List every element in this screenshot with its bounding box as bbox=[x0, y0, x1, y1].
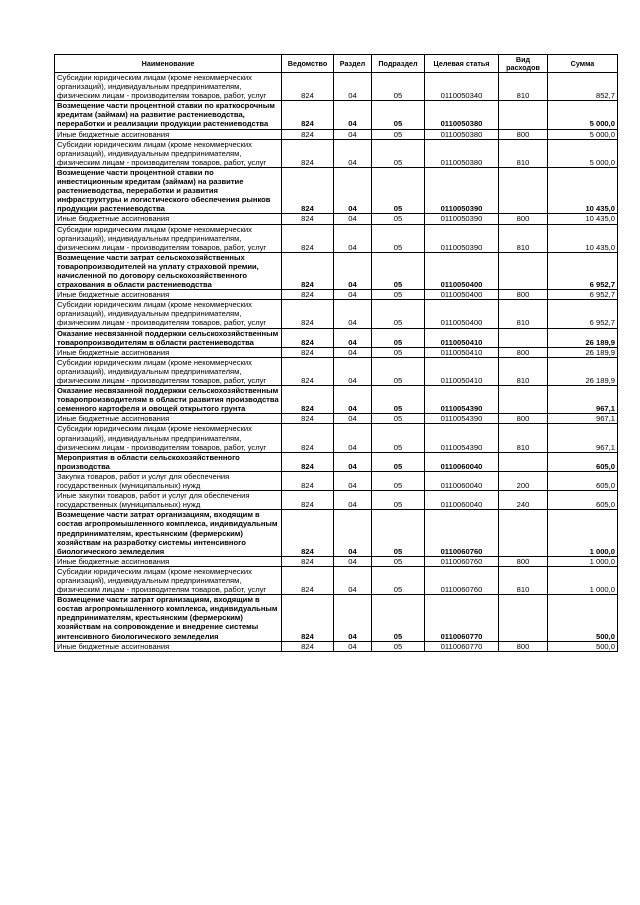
cell-summa: 852,7 bbox=[548, 73, 618, 101]
cell-ved: 824 bbox=[282, 214, 334, 224]
cell-celevaya: 0110050400 bbox=[425, 290, 499, 300]
cell-razdel: 04 bbox=[334, 471, 372, 490]
cell-vid: 800 bbox=[499, 414, 548, 424]
cell-name: Иные бюджетные ассигнования bbox=[55, 129, 282, 139]
cell-celevaya: 0110050340 bbox=[425, 73, 499, 101]
cell-celevaya: 0110060760 bbox=[425, 510, 499, 556]
cell-name: Оказание несвязанной поддержки сельскохозяйственным товаропроизводителям в области развития производства семенного картофеля и овощей открытого грунта bbox=[55, 386, 282, 414]
cell-ved: 824 bbox=[282, 641, 334, 651]
cell-summa: 6 952,7 bbox=[548, 252, 618, 289]
cell-ved: 824 bbox=[282, 139, 334, 167]
table-row bbox=[55, 328, 618, 347]
cell-ved: 824 bbox=[282, 386, 334, 414]
cell-celevaya: 0110060770 bbox=[425, 595, 499, 641]
cell-summa: 967,1 bbox=[548, 414, 618, 424]
cell-celevaya: 0110050410 bbox=[425, 357, 499, 385]
cell-celevaya: 0110050390 bbox=[425, 167, 499, 213]
cell-summa: 967,1 bbox=[548, 386, 618, 414]
cell-podrazdel: 05 bbox=[372, 595, 425, 641]
cell-name: Мероприятия в области сельскохозяйственного производства bbox=[55, 452, 282, 471]
header-name: Наименование bbox=[55, 55, 282, 73]
table-row bbox=[55, 424, 618, 452]
header-podrazdel: Подраздел bbox=[372, 55, 425, 73]
cell-ved: 824 bbox=[282, 129, 334, 139]
cell-ved: 824 bbox=[282, 595, 334, 641]
cell-vid: 810 bbox=[499, 566, 548, 594]
cell-vid bbox=[499, 452, 548, 471]
table-row bbox=[55, 471, 618, 490]
cell-name: Субсидии юридическим лицам (кроме некоммерческих организаций), индивидуальным предпринимателям, физическим лицам - производителям товаров, работ, услуг bbox=[55, 566, 282, 594]
cell-razdel: 04 bbox=[334, 214, 372, 224]
cell-podrazdel: 05 bbox=[372, 491, 425, 510]
cell-vid: 810 bbox=[499, 73, 548, 101]
cell-vid: 810 bbox=[499, 139, 548, 167]
cell-name: Иные закупки товаров, работ и услуг для обеспечения государственных (муниципальных) нужд bbox=[55, 491, 282, 510]
table-row bbox=[55, 129, 618, 139]
cell-celevaya: 0110060770 bbox=[425, 641, 499, 651]
cell-name: Иные бюджетные ассигнования bbox=[55, 214, 282, 224]
cell-name: Иные бюджетные ассигнования bbox=[55, 556, 282, 566]
cell-celevaya: 0110050410 bbox=[425, 328, 499, 347]
cell-vid: 800 bbox=[499, 290, 548, 300]
cell-vid: 800 bbox=[499, 556, 548, 566]
header-ved: Ведомство bbox=[282, 55, 334, 73]
table-row bbox=[55, 510, 618, 556]
table-row bbox=[55, 167, 618, 213]
cell-ved: 824 bbox=[282, 566, 334, 594]
cell-podrazdel: 05 bbox=[372, 224, 425, 252]
cell-vid bbox=[499, 101, 548, 129]
cell-summa: 10 435,0 bbox=[548, 167, 618, 213]
cell-summa: 5 000,0 bbox=[548, 101, 618, 129]
header-razdel: Раздел bbox=[334, 55, 372, 73]
cell-name: Закупка товаров, работ и услуг для обеспечения государственных (муниципальных) нужд bbox=[55, 471, 282, 490]
cell-ved: 824 bbox=[282, 424, 334, 452]
cell-ved: 824 bbox=[282, 101, 334, 129]
cell-vid: 800 bbox=[499, 214, 548, 224]
cell-name: Оказание несвязанной поддержки сельскохозяйственным товаропроизводителям в области растениеводства bbox=[55, 328, 282, 347]
cell-name: Субсидии юридическим лицам (кроме некоммерческих организаций), индивидуальным предпринимателям, физическим лицам - производителям товаров, работ, услуг bbox=[55, 139, 282, 167]
cell-razdel: 04 bbox=[334, 566, 372, 594]
cell-razdel: 04 bbox=[334, 224, 372, 252]
table-row bbox=[55, 641, 618, 651]
cell-podrazdel: 05 bbox=[372, 386, 425, 414]
cell-summa: 1 000,0 bbox=[548, 510, 618, 556]
cell-celevaya: 0110050400 bbox=[425, 252, 499, 289]
cell-razdel: 04 bbox=[334, 129, 372, 139]
cell-vid bbox=[499, 328, 548, 347]
cell-razdel: 04 bbox=[334, 300, 372, 328]
cell-name: Субсидии юридическим лицам (кроме некоммерческих организаций), индивидуальным предпринимателям, физическим лицам - производителям товаров, работ, услуг bbox=[55, 357, 282, 385]
cell-razdel: 04 bbox=[334, 357, 372, 385]
table-row bbox=[55, 214, 618, 224]
cell-summa: 10 435,0 bbox=[548, 214, 618, 224]
cell-ved: 824 bbox=[282, 510, 334, 556]
table-row bbox=[55, 101, 618, 129]
cell-summa: 5 000,0 bbox=[548, 139, 618, 167]
cell-summa: 500,0 bbox=[548, 595, 618, 641]
cell-podrazdel: 05 bbox=[372, 73, 425, 101]
cell-vid bbox=[499, 510, 548, 556]
cell-summa: 26 189,9 bbox=[548, 357, 618, 385]
cell-razdel: 04 bbox=[334, 595, 372, 641]
cell-razdel: 04 bbox=[334, 167, 372, 213]
cell-podrazdel: 05 bbox=[372, 452, 425, 471]
cell-ved: 824 bbox=[282, 252, 334, 289]
cell-name: Иные бюджетные ассигнования bbox=[55, 641, 282, 651]
cell-summa: 5 000,0 bbox=[548, 129, 618, 139]
table-row bbox=[55, 595, 618, 641]
cell-ved: 824 bbox=[282, 167, 334, 213]
cell-podrazdel: 05 bbox=[372, 510, 425, 556]
cell-name: Возмещение части затрат сельскохозяйственных товаропроизводителей на уплату страховой премии, начисленной по договору сельскохозяйственного страхования в области растениеводства bbox=[55, 252, 282, 289]
table-row bbox=[55, 357, 618, 385]
cell-razdel: 04 bbox=[334, 510, 372, 556]
cell-razdel: 04 bbox=[334, 328, 372, 347]
cell-celevaya: 0110050400 bbox=[425, 300, 499, 328]
cell-celevaya: 0110050380 bbox=[425, 101, 499, 129]
cell-razdel: 04 bbox=[334, 641, 372, 651]
cell-summa: 10 435,0 bbox=[548, 224, 618, 252]
cell-razdel: 04 bbox=[334, 452, 372, 471]
cell-podrazdel: 05 bbox=[372, 357, 425, 385]
table-body bbox=[55, 73, 618, 652]
cell-vid bbox=[499, 386, 548, 414]
cell-podrazdel: 05 bbox=[372, 471, 425, 490]
budget-table bbox=[54, 54, 618, 652]
table-row bbox=[55, 347, 618, 357]
table-header-row bbox=[55, 55, 618, 73]
cell-ved: 824 bbox=[282, 290, 334, 300]
cell-vid: 810 bbox=[499, 224, 548, 252]
cell-vid: 800 bbox=[499, 641, 548, 651]
table-row bbox=[55, 452, 618, 471]
cell-podrazdel: 05 bbox=[372, 328, 425, 347]
cell-ved: 824 bbox=[282, 300, 334, 328]
cell-summa: 605,0 bbox=[548, 491, 618, 510]
cell-podrazdel: 05 bbox=[372, 641, 425, 651]
cell-name: Субсидии юридическим лицам (кроме некоммерческих организаций), индивидуальным предпринимателям, физическим лицам - производителям товаров, работ, услуг bbox=[55, 224, 282, 252]
cell-vid: 810 bbox=[499, 300, 548, 328]
cell-summa: 967,1 bbox=[548, 424, 618, 452]
cell-celevaya: 0110050390 bbox=[425, 214, 499, 224]
budget-table-page bbox=[54, 54, 617, 652]
cell-celevaya: 0110060760 bbox=[425, 566, 499, 594]
cell-razdel: 04 bbox=[334, 424, 372, 452]
cell-name: Возмещение части затрат организациям, входящим в состав агропромышленного комплекса, индивидуальным предпринимателям, крестьянским (фермерским) хозяйствам на сопровождение и внедрение системы интенсивного биологического земледелия bbox=[55, 595, 282, 641]
cell-vid: 810 bbox=[499, 424, 548, 452]
table-row bbox=[55, 224, 618, 252]
cell-name: Иные бюджетные ассигнования bbox=[55, 290, 282, 300]
cell-summa: 605,0 bbox=[548, 471, 618, 490]
cell-summa: 1 000,0 bbox=[548, 556, 618, 566]
cell-vid bbox=[499, 167, 548, 213]
cell-celevaya: 0110050410 bbox=[425, 347, 499, 357]
cell-name: Возмещение части процентной ставки по инвестиционным кредитам (займам) на развитие растениеводства, переработки и развития инфраструктуры и логистического обеспечения рынков продукции растениеводства bbox=[55, 167, 282, 213]
cell-vid bbox=[499, 252, 548, 289]
cell-ved: 824 bbox=[282, 328, 334, 347]
cell-vid: 810 bbox=[499, 357, 548, 385]
cell-celevaya: 0110054390 bbox=[425, 424, 499, 452]
cell-vid: 800 bbox=[499, 129, 548, 139]
cell-razdel: 04 bbox=[334, 101, 372, 129]
cell-name: Возмещение части затрат организациям, входящим в состав агропромышленного комплекса, индивидуальным предпринимателям, крестьянским (фермерским) хозяйствам на разработку системы интенсивного биологического земледелия bbox=[55, 510, 282, 556]
cell-vid: 800 bbox=[499, 347, 548, 357]
cell-razdel: 04 bbox=[334, 556, 372, 566]
cell-celevaya: 0110060040 bbox=[425, 452, 499, 471]
cell-celevaya: 0110054390 bbox=[425, 414, 499, 424]
cell-ved: 824 bbox=[282, 556, 334, 566]
table-row bbox=[55, 414, 618, 424]
cell-vid: 240 bbox=[499, 491, 548, 510]
table-row bbox=[55, 556, 618, 566]
cell-podrazdel: 05 bbox=[372, 252, 425, 289]
cell-name: Возмещение части процентной ставки по краткосрочным кредитам (займам) на развитие растениеводства, переработки и реализации продукции растениеводства bbox=[55, 101, 282, 129]
cell-name: Субсидии юридическим лицам (кроме некоммерческих организаций), индивидуальным предпринимателям, физическим лицам - производителям товаров, работ, услуг bbox=[55, 424, 282, 452]
table-row bbox=[55, 300, 618, 328]
cell-razdel: 04 bbox=[334, 139, 372, 167]
header-vid: Вид расходов bbox=[499, 55, 548, 73]
header-summa: Сумма bbox=[548, 55, 618, 73]
cell-summa: 6 952,7 bbox=[548, 290, 618, 300]
cell-summa: 605,0 bbox=[548, 452, 618, 471]
cell-razdel: 04 bbox=[334, 73, 372, 101]
cell-name: Иные бюджетные ассигнования bbox=[55, 347, 282, 357]
cell-podrazdel: 05 bbox=[372, 424, 425, 452]
cell-ved: 824 bbox=[282, 491, 334, 510]
cell-podrazdel: 05 bbox=[372, 139, 425, 167]
cell-summa: 26 189,9 bbox=[548, 347, 618, 357]
cell-razdel: 04 bbox=[334, 491, 372, 510]
cell-razdel: 04 bbox=[334, 414, 372, 424]
cell-vid bbox=[499, 595, 548, 641]
cell-celevaya: 0110060040 bbox=[425, 471, 499, 490]
cell-podrazdel: 05 bbox=[372, 101, 425, 129]
cell-celevaya: 0110050380 bbox=[425, 139, 499, 167]
table-row bbox=[55, 491, 618, 510]
table-row bbox=[55, 290, 618, 300]
cell-name: Иные бюджетные ассигнования bbox=[55, 414, 282, 424]
cell-summa: 500,0 bbox=[548, 641, 618, 651]
table-row bbox=[55, 566, 618, 594]
cell-summa: 6 952,7 bbox=[548, 300, 618, 328]
cell-razdel: 04 bbox=[334, 347, 372, 357]
cell-ved: 824 bbox=[282, 414, 334, 424]
cell-ved: 824 bbox=[282, 357, 334, 385]
cell-podrazdel: 05 bbox=[372, 566, 425, 594]
table-row bbox=[55, 73, 618, 101]
cell-vid: 200 bbox=[499, 471, 548, 490]
cell-podrazdel: 05 bbox=[372, 347, 425, 357]
cell-name: Субсидии юридическим лицам (кроме некоммерческих организаций), индивидуальным предпринимателям, физическим лицам - производителям товаров, работ, услуг bbox=[55, 73, 282, 101]
cell-celevaya: 0110050390 bbox=[425, 224, 499, 252]
cell-podrazdel: 05 bbox=[372, 129, 425, 139]
cell-podrazdel: 05 bbox=[372, 414, 425, 424]
cell-celevaya: 0110060040 bbox=[425, 491, 499, 510]
cell-ved: 824 bbox=[282, 347, 334, 357]
cell-podrazdel: 05 bbox=[372, 556, 425, 566]
cell-razdel: 04 bbox=[334, 252, 372, 289]
table-row bbox=[55, 386, 618, 414]
cell-ved: 824 bbox=[282, 224, 334, 252]
header-celevaya: Целевая статья bbox=[425, 55, 499, 73]
table-row bbox=[55, 252, 618, 289]
cell-podrazdel: 05 bbox=[372, 167, 425, 213]
cell-podrazdel: 05 bbox=[372, 300, 425, 328]
cell-summa: 26 189,9 bbox=[548, 328, 618, 347]
cell-podrazdel: 05 bbox=[372, 290, 425, 300]
table-row bbox=[55, 139, 618, 167]
cell-summa: 1 000,0 bbox=[548, 566, 618, 594]
cell-razdel: 04 bbox=[334, 290, 372, 300]
cell-ved: 824 bbox=[282, 73, 334, 101]
cell-ved: 824 bbox=[282, 452, 334, 471]
cell-celevaya: 0110054390 bbox=[425, 386, 499, 414]
cell-celevaya: 0110060760 bbox=[425, 556, 499, 566]
cell-celevaya: 0110050380 bbox=[425, 129, 499, 139]
cell-ved: 824 bbox=[282, 471, 334, 490]
cell-name: Субсидии юридическим лицам (кроме некоммерческих организаций), индивидуальным предпринимателям, физическим лицам - производителям товаров, работ, услуг bbox=[55, 300, 282, 328]
cell-podrazdel: 05 bbox=[372, 214, 425, 224]
cell-razdel: 04 bbox=[334, 386, 372, 414]
